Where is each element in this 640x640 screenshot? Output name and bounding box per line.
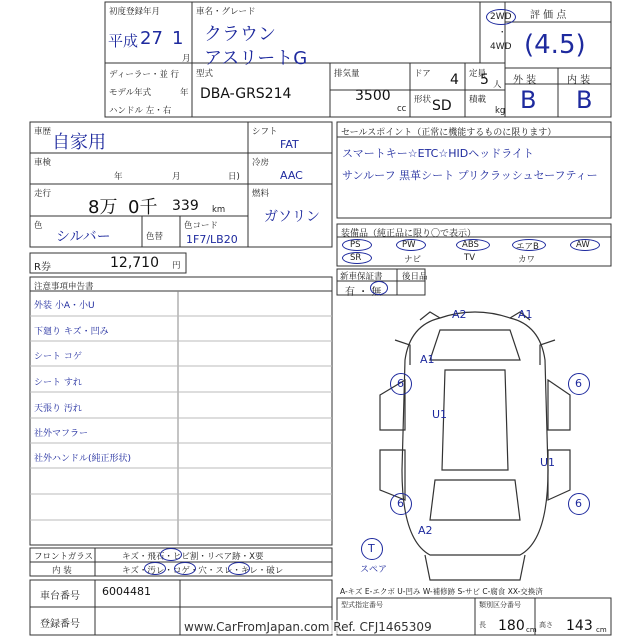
mark-front-left: A2 xyxy=(452,308,467,321)
sales-line-1: スマートキー☆ETC☆HIDヘッドライト xyxy=(342,147,534,160)
sales-line-2: サンルーフ 黒革シート プリクラッシュセーフティー xyxy=(342,169,598,182)
mark-front-right: A1 xyxy=(518,308,533,321)
length-value: 180 xyxy=(498,618,525,634)
load-unit: kg xyxy=(495,106,506,116)
shape-label: 形状 xyxy=(414,95,432,105)
front-glass-value: キズ・飛石・ヒビ割・リペア跡・X要 xyxy=(122,552,264,562)
car-grade: アスリートG xyxy=(204,48,308,69)
use-label: 車歴 xyxy=(34,127,52,137)
drive-dot: ・ xyxy=(498,28,507,38)
spare-mark: T xyxy=(368,542,375,555)
height-unit: cm xyxy=(596,626,607,634)
exterior-label: 外 装 xyxy=(513,75,537,86)
equip-abs: ABS xyxy=(462,240,479,250)
r-value: 12,710 xyxy=(110,255,159,271)
mark-door-left: U1 xyxy=(432,408,448,421)
length-label: 長 xyxy=(479,621,486,629)
mark-wheel-rr: 6 xyxy=(575,497,582,510)
note-1: 外装 小A・小U xyxy=(34,301,95,311)
reg-month: 1 xyxy=(172,28,184,49)
mileage-unit: km xyxy=(212,205,226,215)
reg-date-label: 初度登録年月 xyxy=(109,7,161,17)
color-code-label: 色コード xyxy=(184,221,219,231)
era: 平成 xyxy=(108,32,139,50)
capacity: 5 xyxy=(480,72,489,88)
door-label: ドア xyxy=(414,69,431,79)
interior-cond-value: キズ・汚レ・コゲ・穴・スレ・キレ・破レ xyxy=(122,566,284,576)
shift-label: シフト xyxy=(252,127,278,137)
mileage-sen: 0千 xyxy=(128,197,158,218)
front-glass-label: フロントガラス xyxy=(34,552,93,562)
ac-value: AAC xyxy=(280,169,303,182)
notes-title: 注意事項申告書 xyxy=(34,282,94,292)
reg-number-label: 登録番号 xyxy=(40,619,80,630)
color-label: 色 xyxy=(34,221,43,231)
mark-wheel-fr: 6 xyxy=(575,377,582,390)
note-2: 下廻り キズ・凹み xyxy=(34,327,109,337)
warranty-value: 有 ・ 無 xyxy=(345,287,382,298)
displacement-label: 排気量 xyxy=(334,69,360,79)
note-7: 社外ハンドル(純正形状) xyxy=(34,454,132,464)
exterior-grade: B xyxy=(520,86,537,114)
shape: SD xyxy=(432,98,452,114)
equip-airbag: エアB xyxy=(516,242,539,252)
equip-tv: TV xyxy=(464,253,476,263)
mark-door-right: U1 xyxy=(540,456,556,469)
car-name: クラウン xyxy=(204,24,276,45)
interior-circle-2 xyxy=(174,562,196,575)
capacity-unit: 人 xyxy=(493,80,502,90)
color-code: 1F7/LB20 xyxy=(186,233,238,246)
handle-label: ハンドル 左・右 xyxy=(109,106,172,116)
color-value: シルバー xyxy=(56,229,111,245)
warranty-circle xyxy=(370,281,388,295)
chassis-value: 6004481 xyxy=(102,585,151,598)
type-label: 型式 xyxy=(196,69,214,79)
ac-label: 冷房 xyxy=(252,158,270,168)
warranty-label: 新車保証書 xyxy=(340,272,383,282)
equip-ps: PS xyxy=(350,240,361,250)
car-diagram xyxy=(380,312,570,580)
recall-label: 後日品 xyxy=(402,272,428,282)
height-value: 143 xyxy=(566,618,593,634)
use-value: 自家用 xyxy=(52,132,106,153)
r-unit: 円 xyxy=(172,261,181,271)
mark-fender-left: A1 xyxy=(420,353,435,366)
mark-rear-left: A2 xyxy=(418,524,433,537)
equip-aw: AW xyxy=(576,240,590,250)
car-name-label: 車名・グレード xyxy=(196,7,256,17)
mark-wheel-rl: 6 xyxy=(397,497,404,510)
interior-grade: B xyxy=(576,86,593,114)
note-5: 天張り 汚れ xyxy=(34,404,82,414)
note-6: 社外マフラー xyxy=(34,429,89,439)
fuel-value: ガソリン xyxy=(264,209,320,225)
drive-2wd: 2WD xyxy=(490,12,512,22)
type-value: DBA-GRS214 xyxy=(200,86,292,102)
inspection-day: 日) xyxy=(228,172,240,182)
spec-label-1: 型式指定番号 xyxy=(341,601,383,609)
mileage-rest: 339 xyxy=(172,198,199,214)
sales-title: セールスポイント（正常に機能するものに限ります） xyxy=(341,128,557,138)
displacement-unit: cc xyxy=(397,104,407,114)
interior-cond-label: 内 装 xyxy=(52,566,72,576)
eval-score: (4.5) xyxy=(524,30,586,60)
inspection-month: 月 xyxy=(172,172,181,182)
equip-navi: ナビ xyxy=(404,255,422,265)
reg-year: 27 xyxy=(140,28,163,49)
watermark: www.CarFromJapan.com Ref. CFJ1465309 xyxy=(184,620,432,634)
inspection-year: 年 xyxy=(114,172,123,182)
month-unit: 月 xyxy=(182,54,191,64)
note-3: シート コゲ xyxy=(34,352,82,362)
dealer-label: ディーラー・並 行 xyxy=(109,70,180,80)
shift-value: FAT xyxy=(280,138,299,151)
spec-label-2: 類別区分番号 xyxy=(479,601,521,609)
eval-label: 評 価 点 xyxy=(530,10,567,21)
color-swap-label: 色替 xyxy=(146,232,164,242)
fuel-label: 燃料 xyxy=(252,189,270,199)
load-label: 積載 xyxy=(469,95,487,105)
damage-legend: A-キズ E-エクボ U-凹み W-補修跡 S-サビ C-腐食 XX-交換済 xyxy=(340,587,543,596)
note-4: シート すれ xyxy=(34,378,82,388)
model-year-label: モデル年式 xyxy=(109,88,152,98)
interior-circle-3 xyxy=(228,562,250,575)
model-year-unit: 年 xyxy=(180,88,189,98)
spare-label: スペア xyxy=(360,565,388,575)
equip-sr: SR xyxy=(350,253,362,263)
mark-wheel-fl: 6 xyxy=(397,377,404,390)
equip-leather: カワ xyxy=(518,255,536,265)
inspection-label: 車検 xyxy=(34,158,52,168)
glass-circle xyxy=(160,548,182,561)
interior-circle-1 xyxy=(144,562,166,575)
mileage-label: 走行 xyxy=(34,189,52,199)
equip-pw: PW xyxy=(402,240,416,250)
interior-label: 内 装 xyxy=(567,75,591,86)
doors: 4 xyxy=(450,72,459,88)
chassis-label: 車台番号 xyxy=(40,591,80,602)
r-label: R券 xyxy=(34,262,51,273)
capacity-label: 定員 xyxy=(469,69,487,79)
mileage-man: 8万 xyxy=(88,197,118,218)
displacement: 3500 xyxy=(355,88,391,104)
height-label: 高さ xyxy=(539,621,553,629)
length-unit: cm xyxy=(526,626,537,634)
equipment-title: 装備品（純正品に限り〇で表示） xyxy=(341,229,477,239)
drive-4wd: 4WD xyxy=(490,42,512,52)
